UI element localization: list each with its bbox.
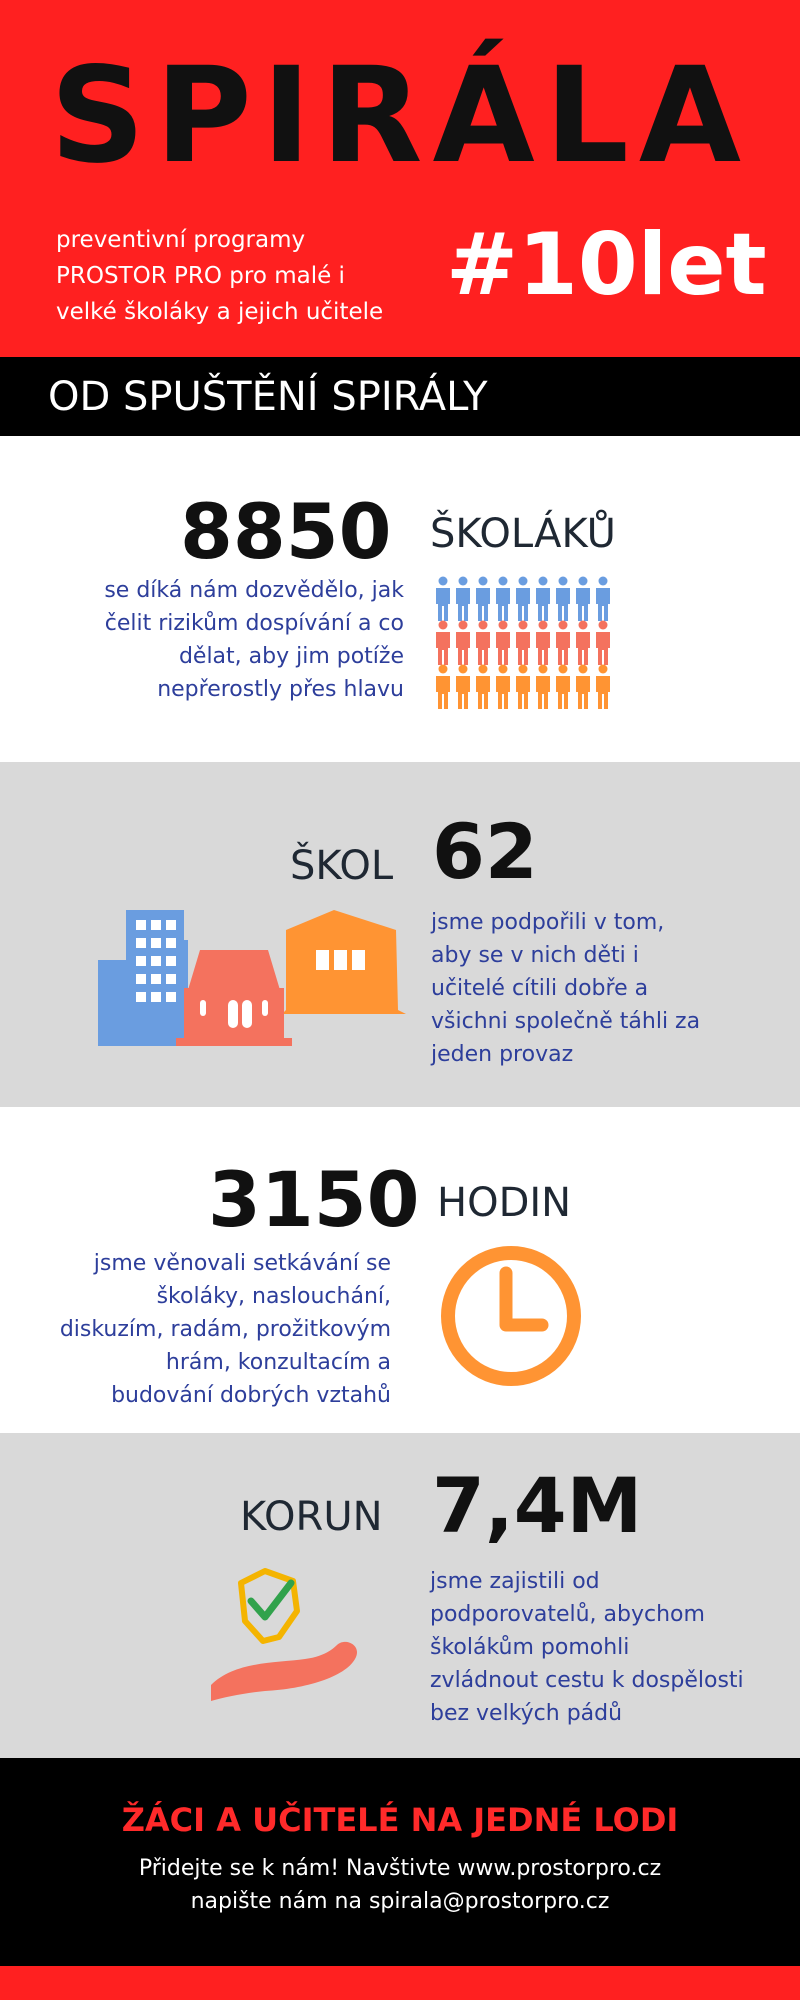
desc-line: všichni společně táhli za [431,1009,701,1034]
hero-subtitle-line: PROSTOR PRO pro malé i [56,263,345,289]
person-icon [534,576,552,622]
person-icon [534,664,552,710]
person-icon [474,576,492,622]
stat-number: 3150 [208,1155,420,1244]
stat-number: 8850 [180,487,392,576]
stat-description [430,1565,775,1730]
person-icon [514,576,532,622]
stat-description [40,574,404,706]
person-icon [434,576,452,622]
person-icon [474,620,492,666]
person-icon [594,576,612,622]
stat-unit: HODIN [437,1180,572,1226]
hero-title: SPIRÁLA [50,39,751,193]
stat-crowns [0,1433,800,1758]
band-heading: OD SPUŠTĚNÍ SPIRÁLY [48,374,488,420]
person-icon [494,664,512,710]
bottom-strip [0,1966,800,2000]
person-icon [574,664,592,710]
people-row-blue [434,576,634,622]
hero-subtitle [56,222,436,330]
desc-line: budování dobrých vztahů [111,1383,391,1408]
hero-subtitle-line: preventivní programy [56,227,306,253]
person-icon [454,664,472,710]
stat-unit: KORUN [240,1494,383,1540]
stat-hours [0,1107,800,1433]
stat-number: 7,4M [432,1461,643,1550]
person-icon [494,576,512,622]
person-icon [434,620,452,666]
hero-subtitle-line: velké školáky a jejich učitele [56,299,384,325]
hero-section [0,0,800,357]
person-icon [574,620,592,666]
desc-line: čelit rizikům dospívání a co [104,611,404,636]
desc-line: diskuzím, radám, prožitkovým [59,1317,391,1342]
desc-line: hrám, konzultacím a [165,1350,391,1375]
hand-shield-check-icon [205,1565,365,1705]
footer-title: ŽÁCI A UČITELÉ NA JEDNÉ LODI [121,1801,679,1839]
person-icon [554,664,572,710]
stat-number: 62 [432,807,538,896]
person-icon [514,620,532,666]
section-band [0,357,800,436]
desc-line: jeden provaz [431,1042,574,1067]
person-icon [554,576,572,622]
person-icon [594,620,612,666]
person-icon [554,620,572,666]
desc-line: učitelé cítili dobře a [431,976,649,1001]
stat-unit: ŠKOLÁKŮ [430,511,616,557]
people-row-salmon [434,620,634,666]
footer-cta: Přidejte se k nám! Navštivte www.prostorpro.cz [138,1856,662,1881]
stat-schools [0,762,800,1107]
desc-line: jsme zajistili od [430,1569,600,1594]
person-icon [494,620,512,666]
person-icon [454,620,472,666]
desc-line: nepřerostly přes hlavu [157,677,404,702]
footer [0,1758,800,1966]
person-icon [434,664,452,710]
desc-line: aby se v nich děti i [431,943,639,968]
stat-unit: ŠKOL [290,843,394,889]
desc-line: dělat, aby jim potíže [178,644,404,669]
stat-description [431,906,761,1071]
desc-line: bez velkých pádů [430,1701,623,1726]
desc-line: se díká nám dozvědělo, jak [104,578,404,603]
person-icon [474,664,492,710]
desc-line: školákům pomohli [430,1635,630,1660]
person-icon [514,664,532,710]
desc-line: podporovatelů, abychom [430,1602,705,1627]
footer-contact: napište nám na spirala@prostorpro.cz [190,1889,610,1914]
desc-line: jsme věnovali setkávání se [93,1251,391,1276]
stat-students [0,436,800,762]
school-buildings-icon [96,910,406,1046]
desc-line: školáky, naslouchání, [156,1284,391,1309]
person-icon [454,576,472,622]
desc-line: zvládnout cestu k dospělosti [430,1668,744,1693]
stat-description [20,1247,391,1412]
person-icon [594,664,612,710]
person-icon [574,576,592,622]
hero-hashtag: #10let [446,215,767,315]
clock-icon [440,1245,582,1387]
person-icon [534,620,552,666]
people-row-orange [434,664,634,710]
desc-line: jsme podpořili v tom, [431,910,665,935]
